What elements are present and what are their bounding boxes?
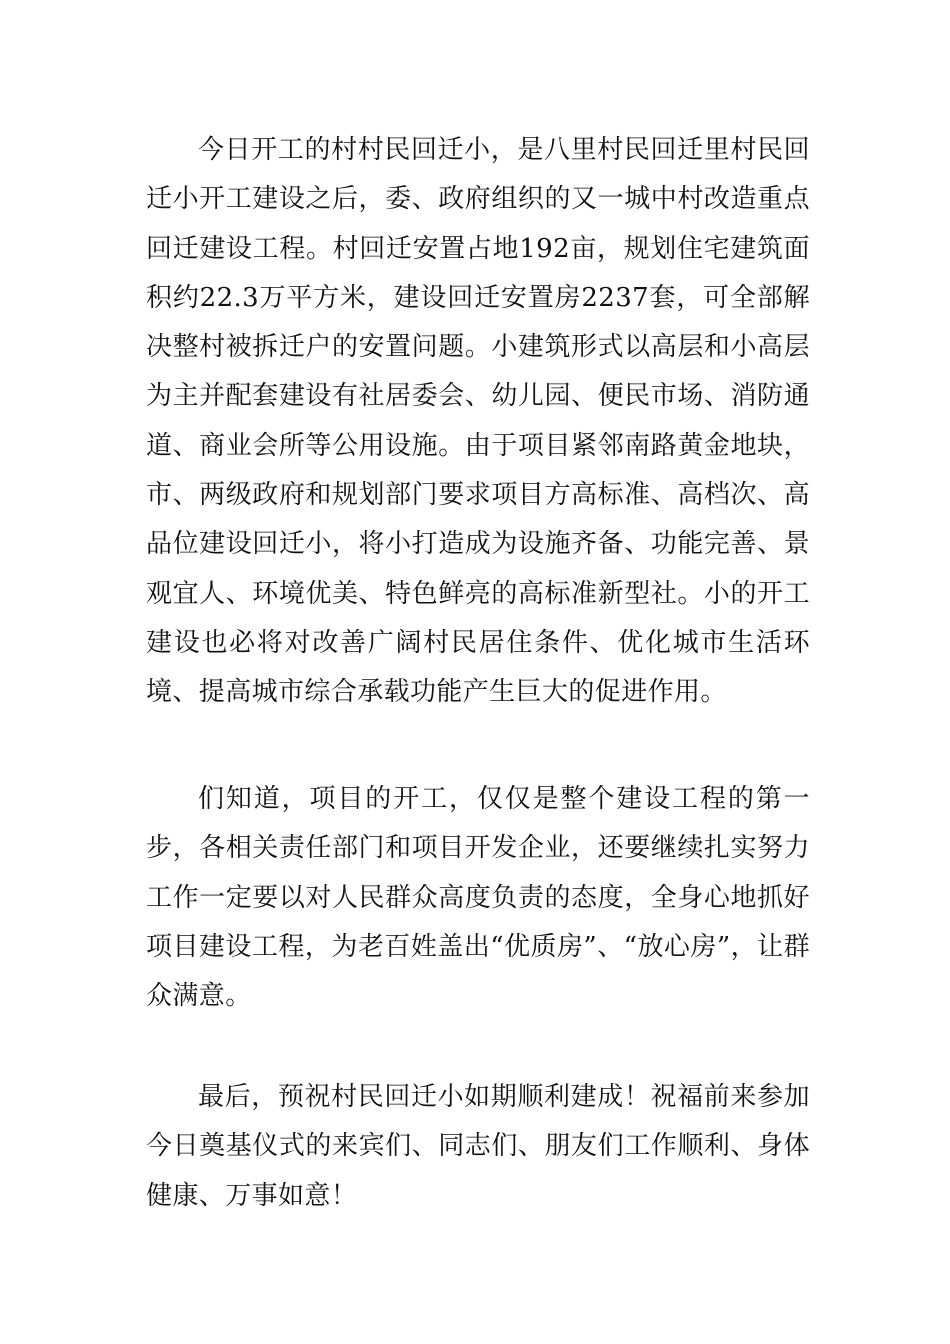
paragraph-3: 最后，预祝村民回迁小如期顺利建成！祝福前来参加今日奠基仪式的来宾们、同志们、朋友们工作顺利、身体健康、万事如意！ — [146, 1082, 810, 1211]
paragraph-2: 们知道，项目的开工，仅仅是整个建设工程的第一步，各相关责任部门和项目开发企业，还要继续扎实努力工作一定要以对人民群众高度负责的态度，全身心地抓好项目建设工程，为老百姓盖出“优质房”、“放心房”，让群众满意。 — [146, 784, 810, 1012]
paragraph-1: 今日开工的村村民回迁小，是八里村民回迁里村民回迁小开工建设之后，委、政府组织的又一城中村改造重点回迁建设工程。村回迁安置占地192亩，规划住宅建筑面积约22.3万平方米，建设回迁安置房2237套，可全部解决整村被拆迁户的安置问题。小建筑形式以高层和小高层为主并配套建设有社居委会、幼儿园、便民市场、消防通道、商业会所等公用设施。由于项目紧邻南路黄金地块，市、两级政府和规划部门要求项目方高标准、高档次、高品位建设回迁小，将小打造成为设施齐备、功能完善、景观宜人、环境优美、特色鲜亮的高标准新型社。小的开工建设也必将对改善广阔村民居住条件、优化城市生活环境、提高城市综合承载功能产生巨大的促进作用。 — [146, 135, 810, 708]
